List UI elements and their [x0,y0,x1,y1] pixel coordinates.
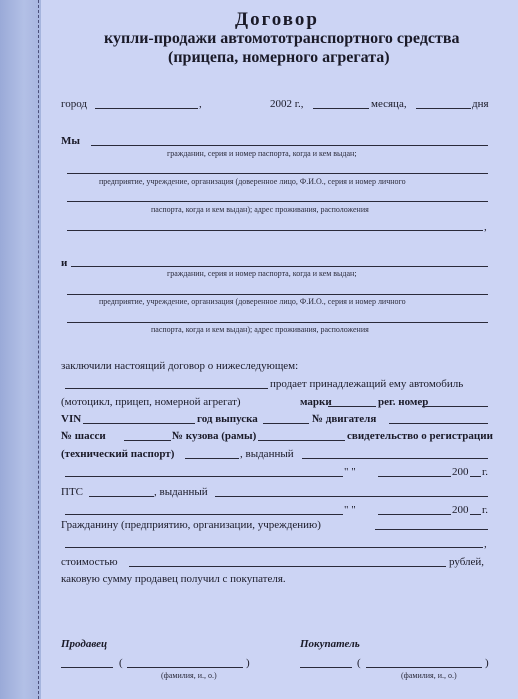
seller-label: Продавец [61,638,108,650]
year-of-manufacture-label: год выпуска [197,413,258,425]
seller-paren-open: ( [119,657,123,669]
seller-name-field[interactable] [65,388,268,389]
pts-date-quotes: " " [344,504,356,516]
chassis-label: № шасси [61,430,106,442]
engine-number-label: № двигателя [312,413,377,425]
issue-date-quotes: " " [344,466,356,478]
moto-text: (мотоцикл, прицеп, номерной агрегат) [61,396,241,408]
buyer-signature-field[interactable] [300,667,352,668]
party2-caption-enterprise: предприятие, учреждение, организация (доверенное лицо, Ф.И.О., серия и номер личного [99,297,406,306]
year-text: 2002 г., [270,98,304,110]
issue-date-year-suffix: г. [482,466,489,478]
perforation-line [38,0,39,699]
issue-date-month-field[interactable] [378,476,451,477]
year-of-manufacture-field[interactable] [263,423,309,424]
party2-line-2[interactable] [67,294,488,295]
party1-caption-citizen: гражданин, серия и номер паспорта, когда и кем выдан; [167,149,357,158]
pts-issued-by-field[interactable] [215,496,488,497]
brand-label: марки [300,396,332,408]
party1-line-3[interactable] [67,201,488,202]
party2-line-3[interactable] [67,322,488,323]
buyer-paren-open: ( [357,657,361,669]
party2-name-field[interactable] [71,266,488,267]
pts-label: ПТС [61,486,83,498]
buyer-name-line-2[interactable] [65,547,483,548]
pts-field[interactable] [89,496,154,497]
day-field[interactable] [416,108,471,109]
tech-passport-label: (технический паспорт) [61,448,175,460]
issue-date-year: 200 [452,466,469,478]
seller-fio-caption: (фамилия, и., о.) [161,671,217,680]
agreement-text: заключили настоящий договор о нижеследующем: [61,360,299,372]
citizen-to-label: Гражданину (предприятию, организации, учреждению) [61,519,321,531]
body-field[interactable] [258,440,345,441]
issued-by-field[interactable] [302,458,488,459]
pts-date-year-suffix: г. [482,504,489,516]
we-label: Мы [61,135,80,147]
buyer-label: Покупатель [300,638,360,650]
body-label: № кузова (рамы) [172,430,257,442]
registration-certificate-label: свидетельство о регистрации [347,430,493,442]
document-title: Договор [235,9,319,30]
brand-field[interactable] [328,406,376,407]
party1-line-2[interactable] [67,173,488,174]
party1-line-4[interactable] [67,230,483,231]
reg-number-label: рег. номер [378,396,429,408]
party1-caption-enterprise: предприятие, учреждение, организация (доверенное лицо, Ф.И.О., серия и номер личного [99,177,406,186]
buyer-fio-caption: (фамилия, и., о.) [401,671,457,680]
issued-label: , выданный [240,448,294,460]
tech-passport-field[interactable] [185,458,239,459]
day-label: дня [472,98,489,110]
vin-label: VIN [61,413,82,425]
pts-date-year-field[interactable] [470,514,481,515]
buyer-name-field[interactable] [375,529,488,530]
buyer-paren-close: ) [485,657,489,669]
month-field[interactable] [313,108,369,109]
seller-paren-close: ) [246,657,250,669]
and-label: и [61,257,68,269]
city-label: город [61,98,88,110]
party2-caption-citizen: гражданин, серия и номер паспорта, когда и кем выдан; [167,269,357,278]
pts-issued-by-line-2[interactable] [65,514,343,515]
pts-date-month-field[interactable] [378,514,451,515]
document-subtitle-2: (прицепа, номерного агрегата) [168,49,390,66]
rubles-label: рублей, [449,556,485,568]
pts-issued-label: , выданный [154,486,208,498]
document-subtitle-1: купли-продажи автомототранспортного средства [104,30,460,47]
issue-date-year-field[interactable] [470,476,481,477]
buyer-comma: , [484,538,487,550]
issued-by-line-2[interactable] [65,476,343,477]
seller-fio-field[interactable] [127,667,243,668]
party2-caption-passport: паспорта, когда и кем выдан); адрес проживания, расположения [151,325,369,334]
month-label: месяца, [371,98,407,110]
engine-number-field[interactable] [389,423,488,424]
binding-strip [0,0,40,699]
party1-caption-passport: паспорта, когда и кем выдан); адрес проживания, расположения [151,205,369,214]
cost-field[interactable] [129,566,446,567]
pts-date-year: 200 [452,504,469,516]
seller-signature-field[interactable] [61,667,113,668]
city-field[interactable] [95,108,198,109]
party1-name-field[interactable] [91,145,488,146]
amount-received-text: каковую сумму продавец получил с покупателя. [61,573,286,585]
vin-field[interactable] [83,423,195,424]
city-comma: , [199,98,202,110]
sells-text: продает принадлежащий ему автомобиль [270,378,464,390]
cost-label: стоимостью [61,556,118,568]
buyer-fio-field[interactable] [366,667,482,668]
chassis-field[interactable] [124,440,171,441]
document-sheet [41,0,518,699]
party1-comma: , [484,221,487,233]
reg-number-field[interactable] [422,406,488,407]
